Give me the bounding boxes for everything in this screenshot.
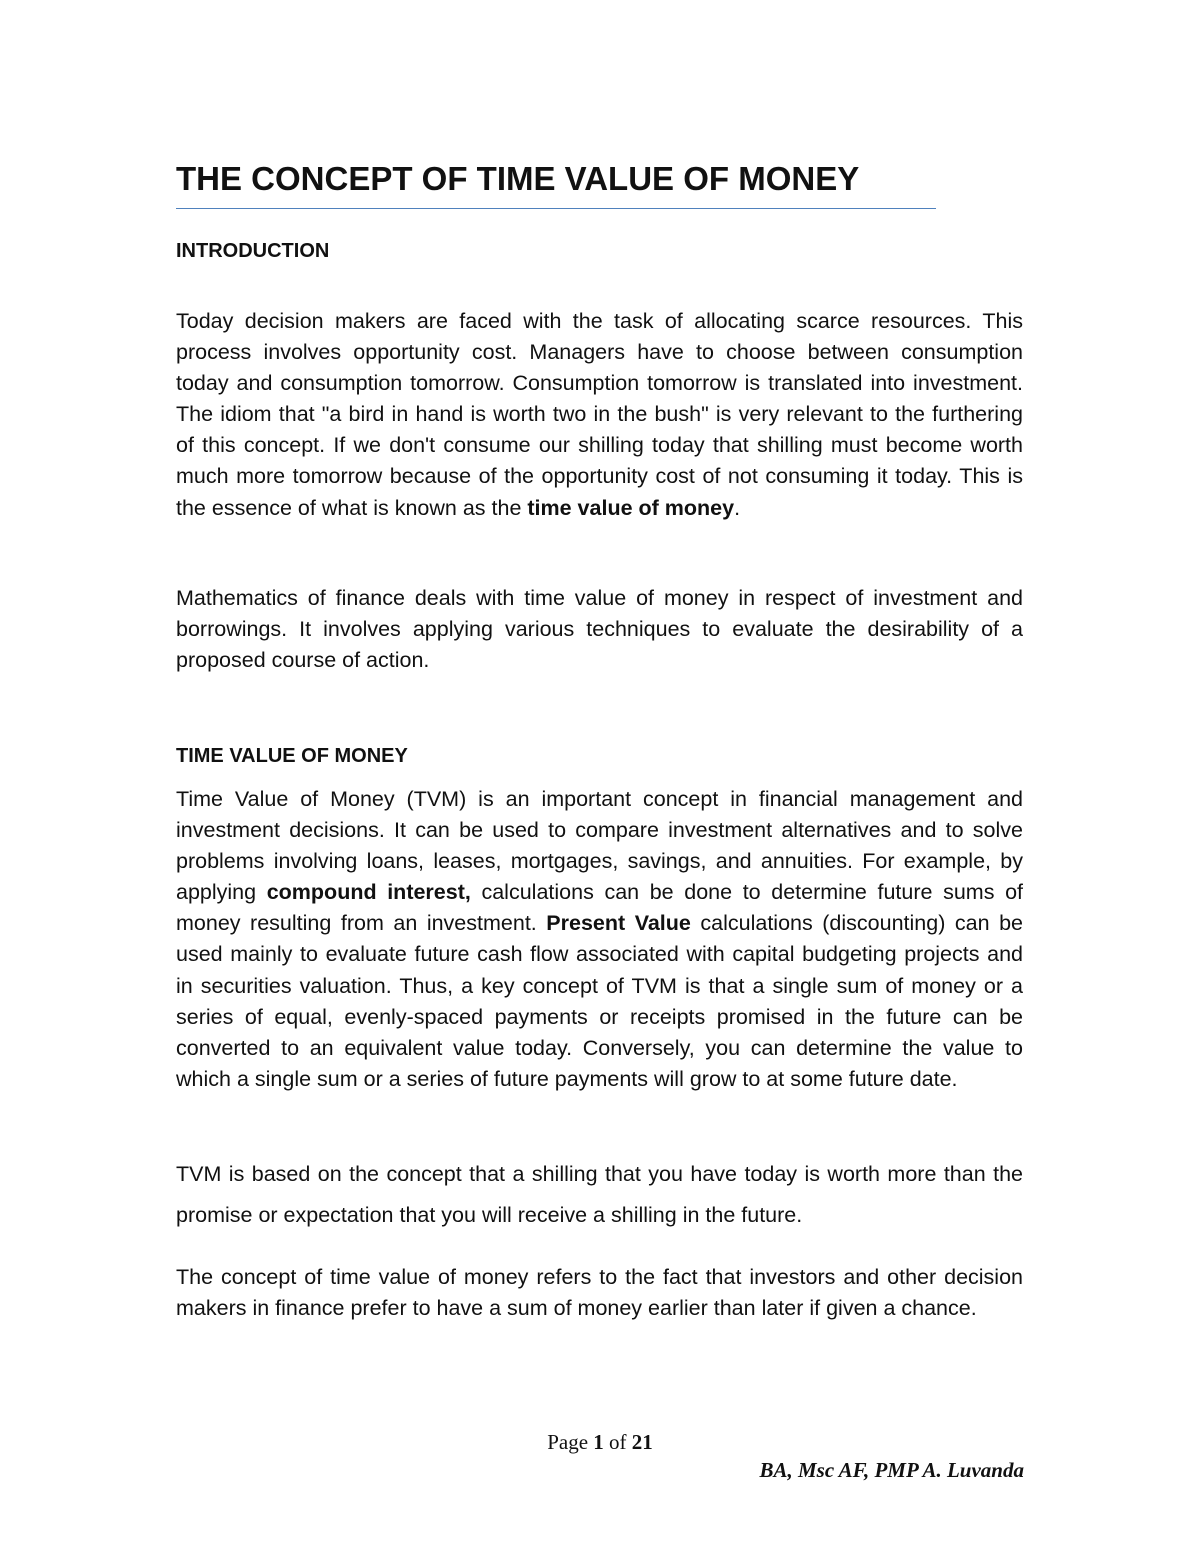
tvm-paragraph-1-text-a: Time Value of Money (TVM) is an important concept in financial management and investment decisions. It can be used to compare investment alternatives and to solve problems involving loans, leases, mortgages, savings, and annuities. For example, by applying — [176, 787, 1023, 905]
page-prefix: Page — [547, 1430, 594, 1454]
page-number-footer — [0, 1430, 1200, 1455]
section-heading-tvm: TIME VALUE OF MONEY — [176, 745, 408, 767]
page-total: 21 — [631, 1430, 653, 1454]
page-of: of — [603, 1430, 632, 1454]
tvm-paragraph-1-text-b: calculations can be done to determine future sums of money resulting from an investment. — [176, 880, 1023, 936]
page-number: 1 — [593, 1430, 604, 1454]
intro-paragraph-1-bold-term: time value of money — [527, 495, 735, 520]
tvm-paragraph-1-bold-present-value: Present Value — [546, 911, 691, 936]
intro-paragraph-1 — [176, 306, 1023, 524]
intro-paragraph-1-text: Today decision makers are faced with the task of allocating scarce resources. This process involves opportunity cost. Managers have to choose between consumption today and consumption tomorrow. Consumption tomorrow is translated into investment. The idiom that "a bird in hand is worth two in the bush" is very relevant to the furthering of this concept. If we don't consume our shilling today that shilling must become worth much more tomorrow because of the opportunity cost of not consuming it today. This is the essence of what is known as the — [176, 309, 1023, 520]
intro-paragraph-2-text: Mathematics of finance deals with time value of money in respect of investment and borrowings. It involves applying various techniques to evaluate the desirability of a proposed course of action. — [176, 586, 1023, 673]
tvm-paragraph-2-text: TVM is based on the concept that a shilling that you have today is worth more than the promise or expectation that you will receive a shilling in the future. — [176, 1162, 1023, 1227]
section-heading-introduction: INTRODUCTION — [176, 240, 330, 262]
tvm-paragraph-3-text: The concept of time value of money refers to the fact that investors and other decision makers in finance prefer to have a sum of money earlier than later if given a chance. — [176, 1265, 1023, 1321]
tvm-paragraph-1 — [176, 784, 1023, 1095]
tvm-paragraph-1-bold-compound-interest: compound interest, — [266, 880, 471, 905]
title-underline — [176, 208, 936, 209]
document-title: THE CONCEPT OF TIME VALUE OF MONEY — [176, 160, 860, 197]
tvm-paragraph-1-text-c: calculations (discounting) can be used mainly to evaluate future cash flow associated with capital budgeting projects and in securities valuation. Thus, a key concept of TVM is that a single sum of money or a series of equal, evenly-spaced payments or receipts promised in the future can be converted to an equivalent value today. Conversely, you can determine the value to which a single sum or a series of future payments will grow to at some future date. — [176, 911, 1023, 1091]
intro-paragraph-1-end: . — [734, 495, 741, 520]
author-credit: BA, Msc AF, PMP A. Luvanda — [759, 1458, 1024, 1482]
tvm-paragraph-3 — [176, 1262, 1023, 1324]
tvm-paragraph-2 — [176, 1154, 1023, 1236]
intro-paragraph-2 — [176, 583, 1023, 676]
